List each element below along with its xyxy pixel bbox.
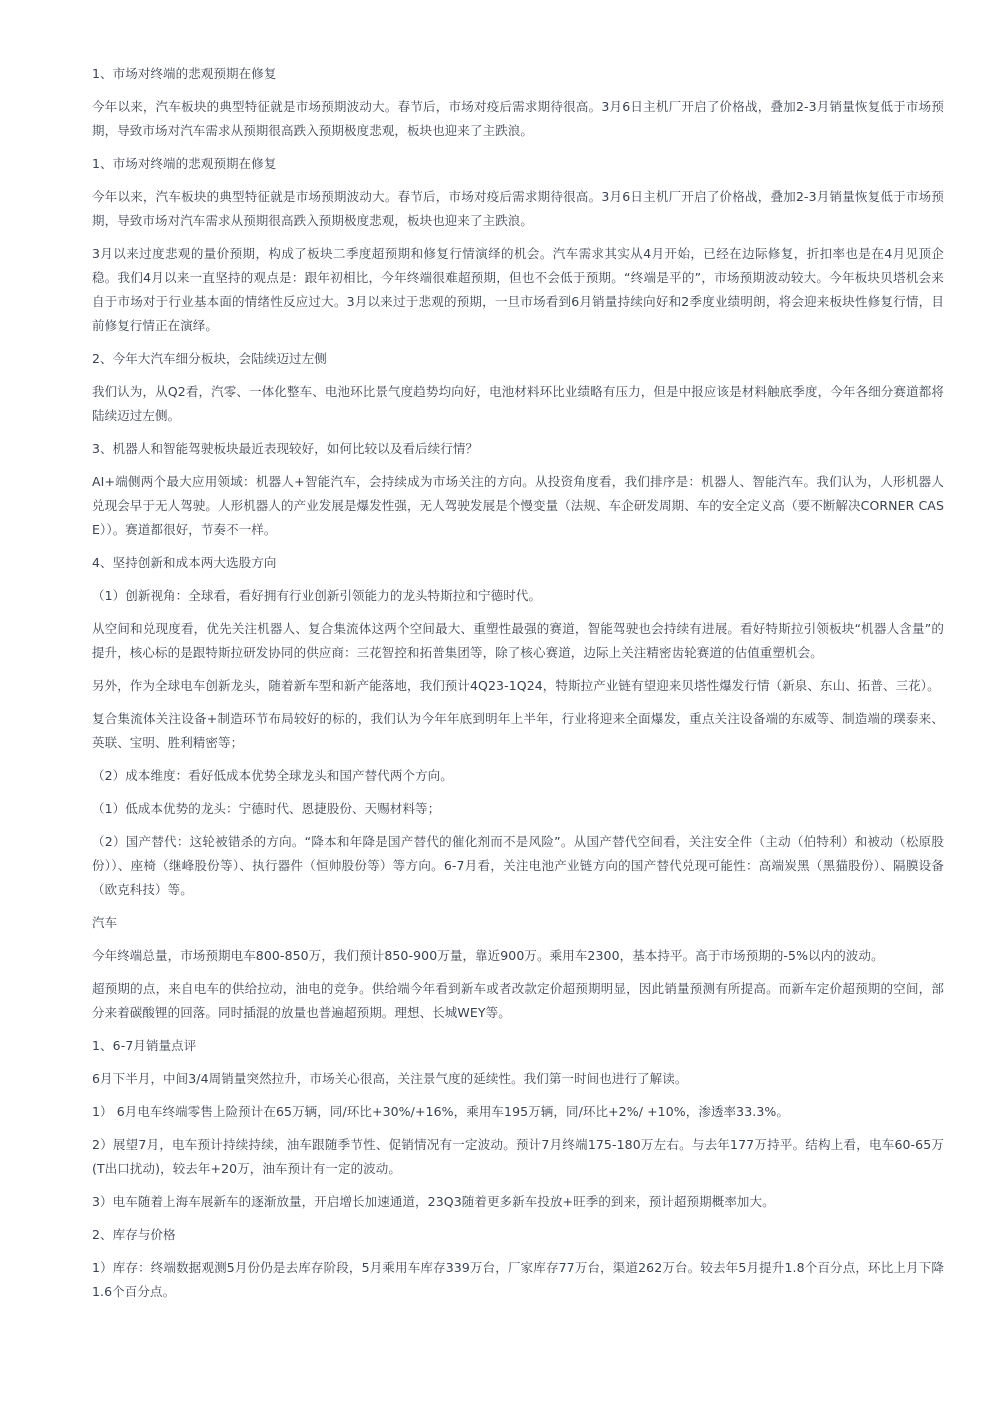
body-paragraph: 复合集流体关注设备+制造环节布局较好的标的，我们认为今年年底到明年上半年，行业将迎来全面爆发，重点关注设备端的东威等、制造端的璞泰来、英联、宝明、胜利精密等； (92, 711, 944, 750)
body-paragraph: （1）创新视角：全球看，看好拥有行业创新引领能力的龙头特斯拉和宁德时代。 (92, 588, 542, 603)
section-heading: 汽车 (92, 915, 118, 930)
section-heading: 4、坚持创新和成本两大选股方向 (92, 555, 277, 570)
body-paragraph: 6月下半月，中间3/4周销量突然拉升，市场关心很高，关注景气度的延续性。我们第一时间也进行了解读。 (92, 1071, 688, 1086)
section-heading: 2、今年大汽车细分板块，会陆续迈过左侧 (92, 351, 327, 366)
section-heading: 1、市场对终端的悲观预期在修复 (92, 66, 277, 81)
body-paragraph: 3）电车随着上海车展新车的逐渐放量，开启增长加速通道，23Q3随着更多新车投放+旺季的到来，预计超预期概率加大。 (92, 1194, 775, 1209)
body-paragraph: 2）展望7月，电车预计持续持续，油车跟随季节性、促销情况有一定波动。预计7月终端175-180万左右。与去年177万持平。结构上看，电车60-65万 (T出口扰动)，较去年+20万，油车预计有一定的波动。 (92, 1137, 944, 1176)
body-paragraph: （1）低成本优势的龙头：宁德时代、恩捷股份、天赐材料等； (92, 801, 441, 816)
body-paragraph: 今年以来，汽车板块的典型特征就是市场预期波动大。春节后，市场对疫后需求期待很高。3月6日主机厂开启了价格战，叠加2-3月销量恢复低于市场预期，导致市场对汽车需求从预期很高跌入预期极度悲观，板块也迎来了主跌浪。 (92, 99, 944, 138)
body-paragraph: 今年终端总量，市场预期电车800-850万，我们预计850-900万量，靠近900万。乘用车2300，基本持平。高于市场预期的-5%以内的波动。 (92, 948, 884, 963)
section-heading: 2、库存与价格 (92, 1227, 176, 1242)
section-heading: 1、市场对终端的悲观预期在修复 (92, 156, 277, 171)
body-paragraph: 1） 6月电车终端零售上险预计在65万辆，同/环比+30%/+16%，乘用车195万辆，同/环比+2%/ +10%，渗透率33.3%。 (92, 1104, 789, 1119)
body-paragraph: 我们认为，从Q2看，汽零、一体化整车、电池环比景气度趋势均向好，电池材料环比业绩略有压力，但是中报应该是材料触底季度，今年各细分赛道都将陆续迈过左侧。 (92, 384, 944, 423)
body-paragraph: （2）国产替代：这轮被错杀的方向。“降本和年降是国产替代的催化剂而不是风险”。从国产替代空间看，关注安全件（主动（伯特利）和被动（松原股份））、座椅（继峰股份等）、执行器件（恒帅股份等）等方向。6-7月看，关注电池产业链方向的国产替代兑现可能性：高端炭黑（黑猫股份）、隔膜设备（欧克科技）等。 (92, 834, 944, 897)
body-paragraph: AI+端侧两个最大应用领域：机器人+智能汽车，会持续成为市场关注的方向。从投资角度看，我们排序是：机器人、智能汽车。我们认为，人形机器人兑现会早于无人驾驶。人形机器人的产业发展是爆发性强，无人驾驶发展是个慢变量（法规、车企研发周期、车的安全定义高（要不断解决CORNER CASE））。赛道都很好，节奏不一样。 (92, 474, 944, 537)
body-paragraph: 从空间和兑现度看，优先关注机器人、复合集流体这两个空间最大、重塑性最强的赛道，智能驾驶也会持续有进展。看好特斯拉引领板块“机器人含量”的提升，核心标的是跟特斯拉研发协同的供应商：三花智控和拓普集团等，除了核心赛道，边际上关注精密齿轮赛道的估值重塑机会。 (92, 621, 944, 660)
document-page (92, 62, 944, 1313)
body-paragraph: 超预期的点，来自电车的供给拉动，油电的竞争。供给端今年看到新车或者改款定价超预期明显，因此销量预测有所提高。而新车定价超预期的空间，部分来着碳酸锂的回落。同时插混的放量也普遍超预期。理想、长城WEY等。 (92, 981, 944, 1020)
body-paragraph: 3月以来过度悲观的量价预期，构成了板块二季度超预期和修复行情演绎的机会。汽车需求其实从4月开始，已经在边际修复，折扣率也是在4月见顶企稳。我们4月以来一直坚持的观点是：跟年初相比，今年终端很难超预期，但也不会低于预期。“终端是平的”，市场预期波动较大。今年板块贝塔机会来自于市场对于行业基本面的情绪性反应过大。3月以来过于悲观的预期，一旦市场看到6月销量持续向好和2季度业绩明朗，将会迎来板块性修复行情，目前修复行情正在演绎。 (92, 246, 944, 333)
body-paragraph: （2）成本维度：看好低成本优势全球龙头和国产替代两个方向。 (92, 768, 453, 783)
body-paragraph: 今年以来，汽车板块的典型特征就是市场预期波动大。春节后，市场对疫后需求期待很高。3月6日主机厂开启了价格战，叠加2-3月销量恢复低于市场预期，导致市场对汽车需求从预期很高跌入预期极度悲观，板块也迎来了主跌浪。 (92, 189, 944, 228)
body-paragraph: 另外，作为全球电车创新龙头，随着新车型和新产能落地，我们预计4Q23-1Q24，特斯拉产业链有望迎来贝塔性爆发行情（新泉、东山、拓普、三花）。 (92, 678, 940, 693)
section-heading: 3、机器人和智能驾驶板块最近表现较好，如何比较以及看后续行情？ (92, 441, 479, 456)
body-paragraph: 1）库存：终端数据观测5月份仍是去库存阶段，5月乘用车库存339万台，厂家库存77万台，渠道262万台。较去年5月提升1.8个百分点，环比上月下降1.6个百分点。 (92, 1260, 944, 1299)
section-heading: 1、6-7月销量点评 (92, 1038, 197, 1053)
